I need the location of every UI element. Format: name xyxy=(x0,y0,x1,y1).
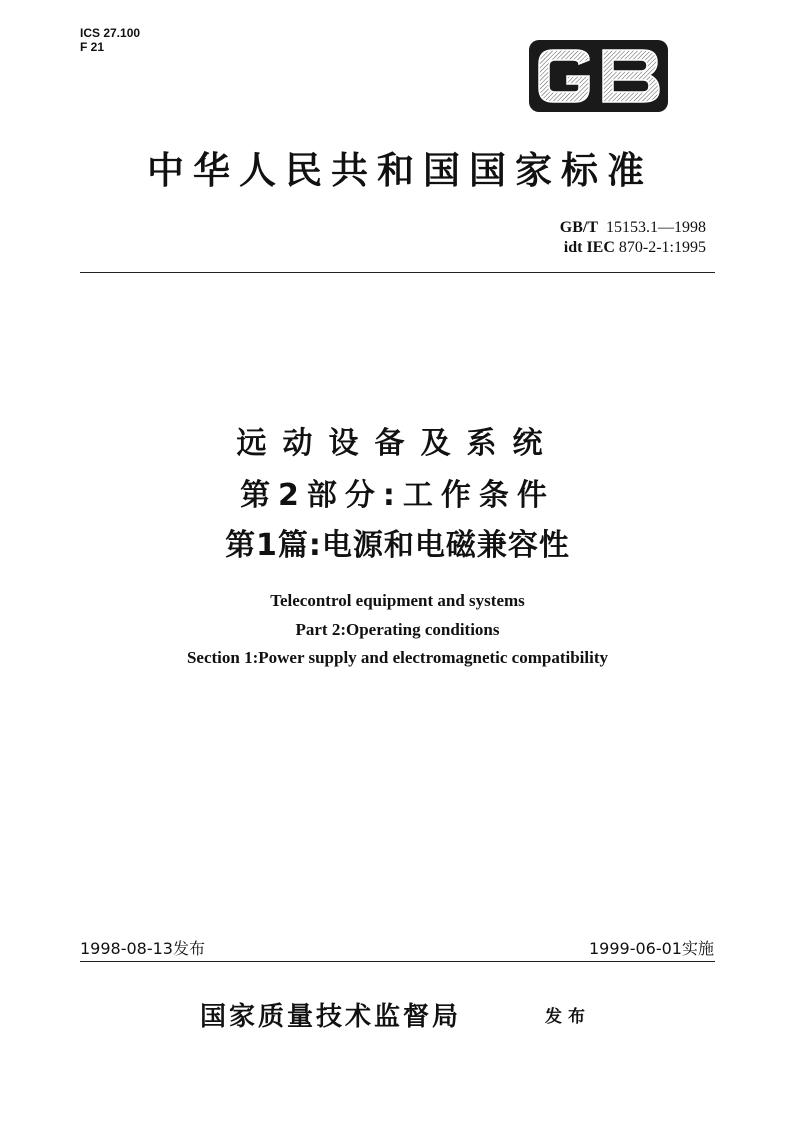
standard-number: 15153.1—1998 xyxy=(606,219,706,236)
publisher-name: 国家质量技术监督局 xyxy=(200,1002,462,1032)
idt-prefix: idt IEC xyxy=(563,239,615,256)
bottom-divider xyxy=(80,961,715,962)
chinese-title-line-1: 远动设备及系统 xyxy=(236,426,559,461)
chinese-title-line-2: 第2部分:工作条件 xyxy=(240,478,555,513)
ics-code: ICS 27.100 xyxy=(80,26,141,40)
standard-prefix: GB/T xyxy=(559,219,598,236)
standard-number-block xyxy=(470,218,706,258)
classification-code: F 21 xyxy=(80,40,105,54)
gb-logo xyxy=(527,38,670,114)
implementation-date: 1999-06-01实施 xyxy=(589,939,714,958)
idt-number: 870-2-1:1995 xyxy=(618,239,706,256)
classification-codes xyxy=(80,26,140,54)
english-title-line-1: Telecontrol equipment and systems xyxy=(270,591,525,610)
gb-logo-letters: GB xyxy=(593,79,603,86)
publish-label: 发布 xyxy=(545,1007,591,1027)
english-title-line-2: Part 2:Operating conditions xyxy=(295,620,500,639)
top-divider xyxy=(80,272,715,273)
chinese-title-line-3: 第1篇:电源和电磁兼容性 xyxy=(225,528,570,563)
organization-title: 中华人民共和国国家标准 xyxy=(147,149,653,192)
english-title-line-3: Section 1:Power supply and electromagnetic compatibility xyxy=(186,648,609,667)
issue-date: 1998-08-13发布 xyxy=(80,939,205,958)
